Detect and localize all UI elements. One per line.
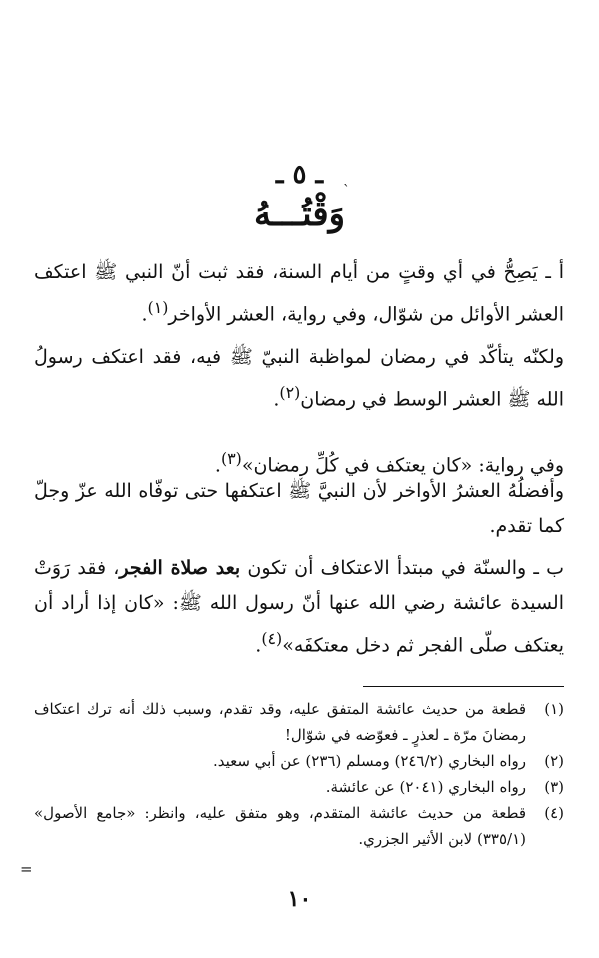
footnote-text: رواه البخاري (٢٠٤١) عن عائشة. <box>325 778 526 796</box>
margin-mark: = <box>20 860 33 878</box>
paragraph-b <box>34 551 564 663</box>
paragraph-a-end: . <box>141 303 148 326</box>
paragraph-b-text-a: والسنّة في مبتدأ الاعتكاف أن تكون <box>240 557 527 579</box>
paragraph-riwaya-end: . <box>214 454 221 477</box>
footnotes <box>34 696 564 852</box>
footnote-1 <box>34 696 564 748</box>
footnote-text: رواه البخاري (٢٤٦/٢) ومسلم (٢٣٦) عن أبي سعيد. <box>212 752 526 770</box>
paragraph-b-text-b: ، فقد رَوَتْ السيدة عائشة رضي الله عنها أنّ رسول الله ﷺ: «كان إذا أراد أن يعتكف صلّى الفجر ثم دخل معتكفَه» <box>34 557 564 657</box>
footnote-4 <box>34 800 564 852</box>
section-number: ـ ٥ ـ <box>275 160 324 190</box>
paragraph-ramadan-end: . <box>273 388 280 411</box>
paragraph-a <box>34 255 564 332</box>
footnote-separator <box>363 686 564 687</box>
paragraph-a-lead: أ ـ <box>537 261 564 283</box>
footnote-number: (١) <box>544 700 564 718</box>
paragraph-b-bold: بعد صلاة الفجر <box>119 557 241 579</box>
footnote-number: (٢) <box>544 752 564 770</box>
footnote-number: (٣) <box>544 778 564 796</box>
footnote-number: (٤) <box>544 804 564 822</box>
footnote-text: قطعة من حديث عائشة المتقدم، وهو متفق عليه، وانظر: «جامع الأصول» (٣٣٥/١) لابن الأثير الجزري. <box>34 804 526 848</box>
paragraph-b-lead: ب ـ <box>526 557 564 579</box>
footnote-ref-3[interactable]: (٣) <box>220 449 242 468</box>
footnote-ref-4[interactable]: (٤) <box>261 629 283 648</box>
footnote-3 <box>34 774 564 800</box>
paragraph-afdal-text: وأفضلُهُ العشرُ الأواخر لأن النبيَّ ﷺ اعتكفها حتى توفّاه الله عزّ وجلّ كما تقدم. <box>34 480 564 537</box>
paragraph-afdal <box>34 474 564 544</box>
footnote-ref-2[interactable]: (٢) <box>279 383 301 402</box>
footnote-ref-1[interactable]: (١) <box>147 298 169 317</box>
paragraph-ramadan-text: ولكنّه يتأكّد في رمضان لمواظبة النبيّ ﷺ فيه، فقد اعتكف رسولُ الله ﷺ العشر الوسط في رمضان <box>34 346 564 411</box>
paragraph-a-text: يَصِحُّ في أي وقتٍ من أيام السنة، فقد ثبت أنّ النبي ﷺ اعتكف العشر الأوائل من شوّال، وفي رواية، العشر الأواخر <box>34 261 564 326</box>
paragraph-riwaya-text: وفي رواية: «كان يعتكف في كُلِّ رمضان» <box>241 454 564 477</box>
footnote-text: قطعة من حديث عائشة المتفق عليه، وقد تقدم، وسبب ذلك أنه ترك اعتكاف رمضانَ مرّة ـ لعذرٍ ـ فعوّضه في شوّال! <box>34 700 526 744</box>
footnote-2 <box>34 748 564 774</box>
paragraph-ramadan <box>34 340 564 417</box>
stray-mark: ` <box>343 183 350 199</box>
chapter-title: وَقْتُـــهُ <box>253 194 346 234</box>
page-number: ١٠ <box>287 886 312 912</box>
paragraph-b-end: . <box>255 634 262 657</box>
